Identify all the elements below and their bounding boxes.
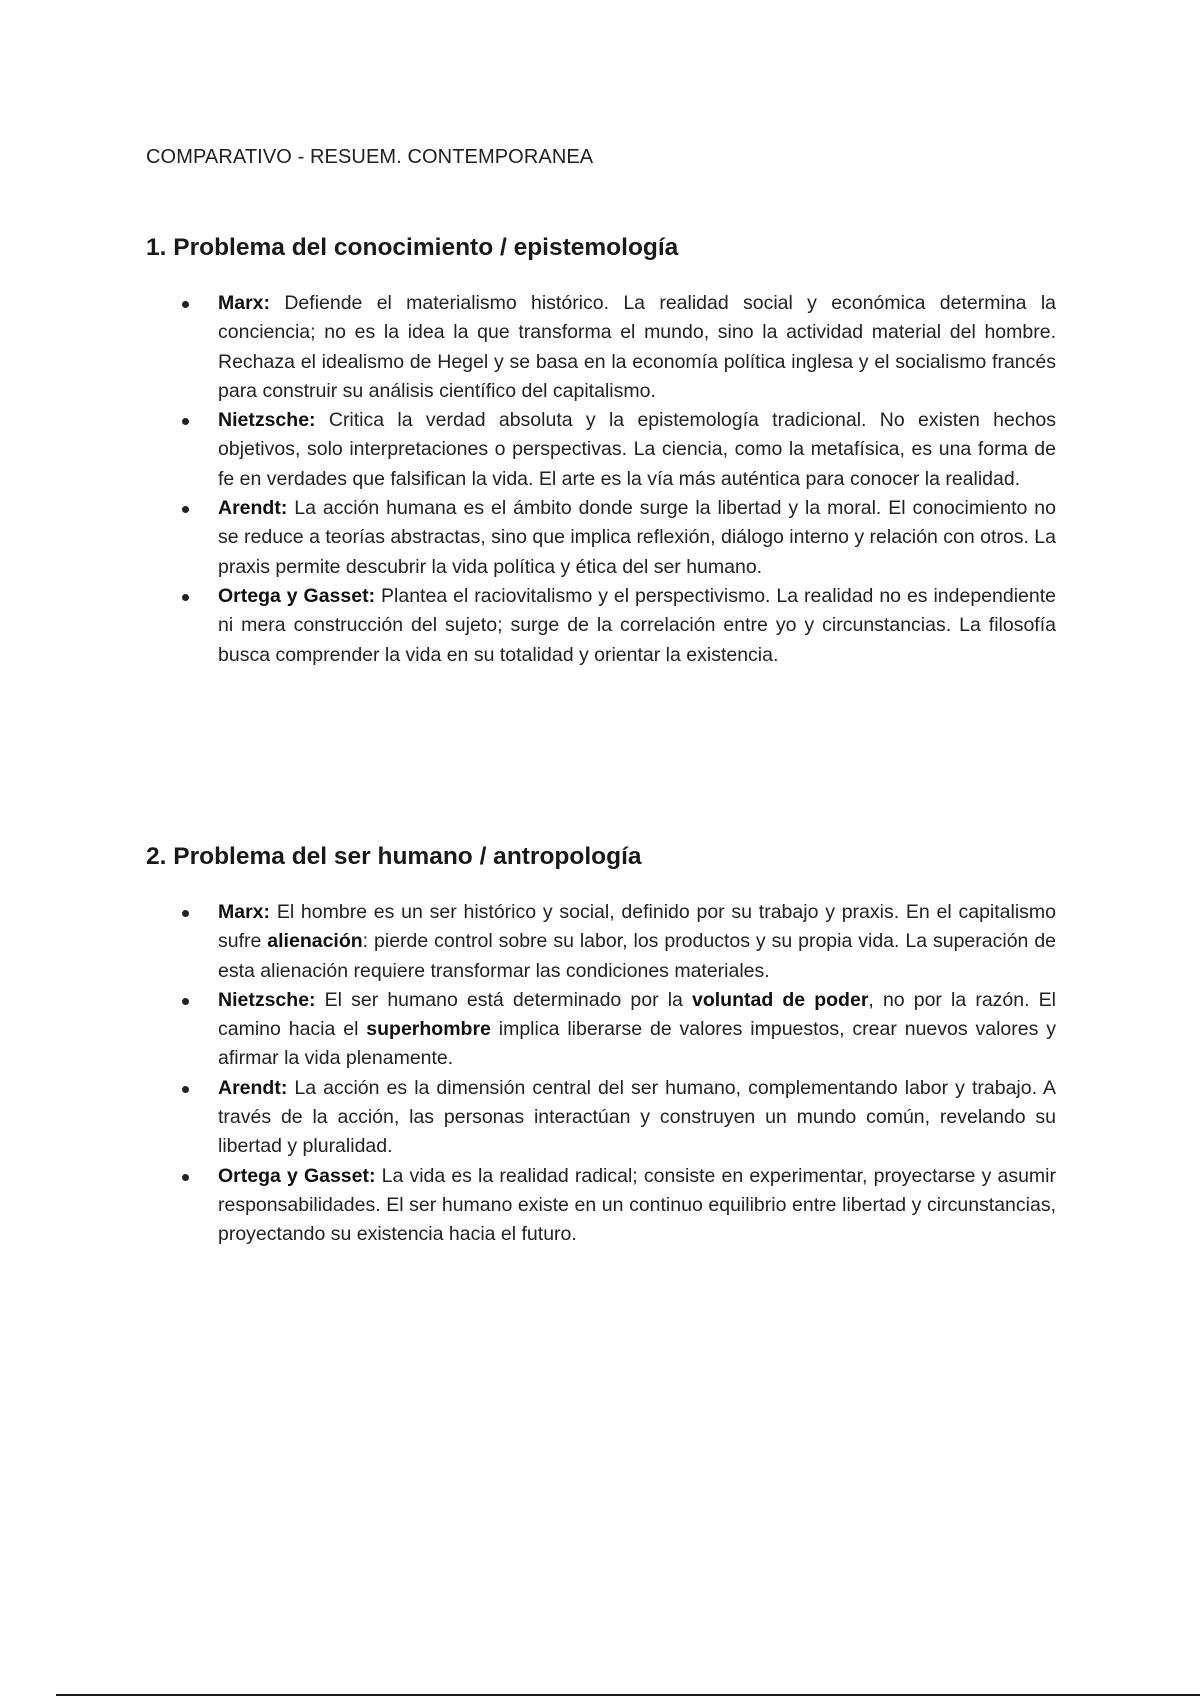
document-title: COMPARATIVO - RESUEM. CONTEMPORANEA xyxy=(146,146,594,168)
bullet-list xyxy=(146,289,1056,670)
item-text: : pierde control sobre su labor, los productos y su propia vida. La superación de esta alienación requiere transformar las condiciones materiales. xyxy=(218,930,1057,982)
philosopher-name: Marx: xyxy=(218,901,271,923)
list-item-nietzsche xyxy=(146,986,1056,1074)
philosopher-name: Ortega y Gasset: xyxy=(218,584,376,607)
philosopher-name: Ortega y Gasset: xyxy=(218,1164,376,1187)
item-text: La acción es la dimensión central del ser humano, complementando labor y trabajo. A través de la acción, las personas interactúan y construyen un mundo común, revelando su libertad y pluralidad. xyxy=(218,1076,1057,1158)
item-text: El hombre es un ser histórico y social, definido por su trabajo y praxis. En el capitalismo sufre xyxy=(218,901,1057,953)
bullet-icon xyxy=(182,594,189,601)
item-text: implica liberarse de valores impuestos, crear nuevos valores y afirmar la vida plenamente. xyxy=(218,1018,1056,1070)
list-item-arendt xyxy=(146,1074,1056,1162)
bullet-icon xyxy=(182,1086,189,1093)
bullet-icon xyxy=(182,1174,189,1181)
footer-divider xyxy=(56,1694,1200,1696)
list-item-arendt xyxy=(146,494,1056,582)
item-text: , no por la razón. El camino hacia el xyxy=(218,988,1056,1041)
philosopher-name: Nietzsche: xyxy=(218,988,316,1011)
bullet-icon xyxy=(182,998,189,1005)
bullet-list xyxy=(146,898,1056,1250)
section-heading: 1. Problema del conocimiento / epistemología xyxy=(146,234,679,261)
item-text: Defiende el materialismo histórico. La realidad social y económica determina la conciencia; no es la idea la que transforma el mundo, sino la actividad material del hombre. Rechaza el idealismo de Hegel y se basa en la economía política inglesa y el socialismo francés para construir su análisis científico del capitalismo. xyxy=(218,292,1056,402)
emphasis-term: superhombre xyxy=(366,1018,491,1041)
emphasis-term: voluntad de poder xyxy=(692,988,869,1011)
item-text: La acción humana es el ámbito donde surge la libertad y la moral. El conocimiento no se reduce a teorías abstractas, sino que implica reflexión, diálogo interno y relación con otros. La praxis permite descubrir la vida política y ética del ser humano. xyxy=(218,497,1056,578)
bullet-icon xyxy=(182,910,189,917)
philosopher-name: Nietzsche: xyxy=(218,409,316,432)
list-item-nietzsche xyxy=(146,406,1056,494)
section-heading: 2. Problema del ser humano / antropología xyxy=(146,843,642,870)
emphasis-term: alienación xyxy=(267,930,363,953)
list-item-ortega xyxy=(146,582,1056,670)
philosopher-name: Arendt: xyxy=(218,1076,288,1099)
item-text: Plantea el raciovitalismo y el perspectivismo. La realidad no es independiente ni mera construcción del sujeto; surge de la correlación entre yo y circunstancias. La filosofía busca comprender la vida en su totalidad y orientar la existencia. xyxy=(218,584,1056,666)
list-item-ortega xyxy=(146,1162,1056,1250)
section-anthropology xyxy=(146,843,1057,1246)
bullet-icon xyxy=(182,301,189,308)
item-text: Critica la verdad absoluta y la epistemología tradicional. No existen hechos objetivos, solo interpretaciones o perspectivas. La ciencia, como la metafísica, es una forma de fe en verdades que falsifican la vida. El arte es la vía más auténtica para conocer la realidad. xyxy=(218,409,1057,490)
item-text: El ser humano está determinado por la xyxy=(324,988,683,1011)
item-text: La vida es la realidad radical; consiste en experimentar, proyectarse y asumir responsabilidades. El ser humano existe en un continuo equilibrio entre libertad y circunstancias, proyectando su existencia hacia el futuro. xyxy=(218,1164,1056,1246)
philosopher-name: Arendt: xyxy=(218,497,288,520)
bullet-icon xyxy=(182,506,189,513)
philosopher-name: Marx: xyxy=(218,292,271,314)
bullet-icon xyxy=(182,418,189,425)
section-epistemology xyxy=(146,234,1057,666)
list-item-marx xyxy=(146,898,1056,986)
list-item-marx xyxy=(146,289,1056,406)
